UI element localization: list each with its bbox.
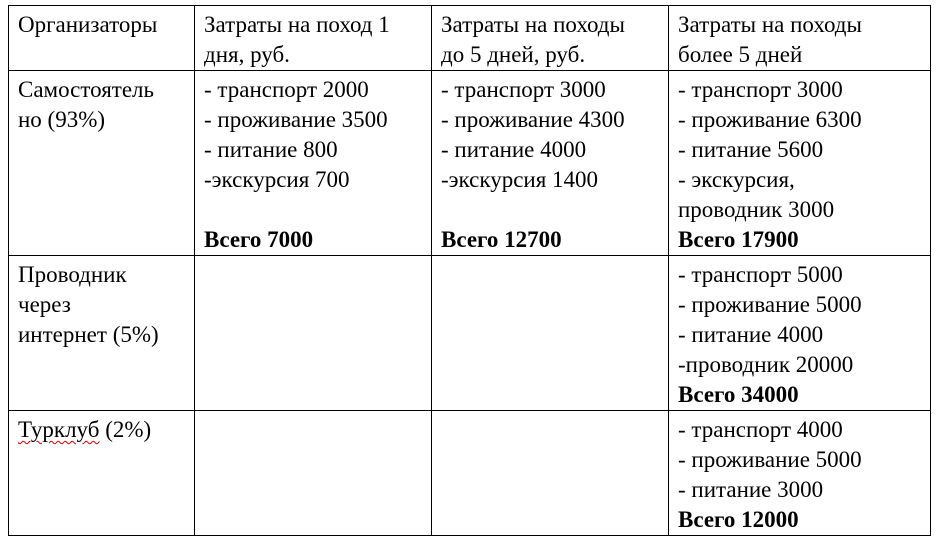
cost-item: - проживание 3500 (204, 107, 388, 132)
cost-cell-1-day (195, 411, 432, 536)
organizer-share: (2%) (99, 417, 152, 442)
cost-cell-up-to-5-days (432, 411, 669, 536)
cost-total: Всего 7000 (204, 227, 314, 252)
spellcheck-underlined-word: Турклуб (18, 417, 100, 442)
cost-item: - питание 5600 (678, 137, 824, 162)
cost-item: - транспорт 5000 (678, 262, 843, 287)
cost-item: - транспорт 2000 (204, 77, 369, 102)
cost-item: - транспорт 4000 (678, 417, 843, 442)
cost-cell-over-5-days (669, 256, 931, 411)
cost-total: Всего 12000 (678, 507, 799, 532)
organizer-text: Самостоятель (18, 77, 155, 102)
spacer (204, 195, 431, 225)
hike-costs-table (8, 5, 931, 536)
cost-item: - питание 4000 (678, 322, 824, 347)
cost-item: - проживание 5000 (678, 447, 862, 472)
header-text: дня, руб. (204, 42, 290, 67)
organizer-text: но (93%) (18, 107, 106, 132)
cost-total: Всего 17900 (678, 227, 799, 252)
header-text: Затраты на походы (441, 12, 625, 37)
organizer-text: через (18, 292, 71, 317)
cost-item: - питание 4000 (441, 137, 587, 162)
header-cost-over-5-days (669, 6, 931, 71)
header-cost-1-day (195, 6, 432, 71)
table-row-tour-club (9, 411, 931, 536)
organizer-text: интернет (5%) (18, 322, 159, 347)
cost-item: - проживание 5000 (678, 292, 862, 317)
header-text: более 5 дней (678, 42, 803, 67)
spacer (441, 195, 668, 225)
cost-cell-1-day (195, 71, 432, 256)
header-row (9, 6, 931, 71)
cost-item: - проживание 6300 (678, 107, 862, 132)
header-cost-up-to-5-days (432, 6, 669, 71)
cost-item: -проводник 20000 (678, 352, 854, 377)
organizer-cell (9, 411, 195, 536)
cost-item: -экскурсия 700 (204, 167, 350, 192)
table-row-independent (9, 71, 931, 256)
cost-cell-over-5-days (669, 71, 931, 256)
organizer-cell (9, 256, 195, 411)
header-text: Организаторы (18, 12, 158, 37)
table-row-online-guide (9, 256, 931, 411)
organizer-cell (9, 71, 195, 256)
cost-item: - экскурсия, (678, 167, 795, 192)
header-organizers (9, 6, 195, 71)
cost-cell-1-day (195, 256, 432, 411)
cost-cell-up-to-5-days (432, 256, 669, 411)
cost-item: - питание 800 (204, 137, 338, 162)
cost-item: проводник 3000 (678, 197, 835, 222)
cost-cell-over-5-days (669, 411, 931, 536)
cost-item: - транспорт 3000 (441, 77, 606, 102)
cost-total: Всего 12700 (441, 227, 562, 252)
cost-item: -экскурсия 1400 (441, 167, 599, 192)
organizer-text: Проводник (18, 262, 127, 287)
cost-cell-up-to-5-days (432, 71, 669, 256)
header-text: Затраты на походы (678, 12, 862, 37)
cost-total: Всего 34000 (678, 382, 799, 407)
cost-item: - транспорт 3000 (678, 77, 843, 102)
header-text: Затраты на поход 1 (204, 12, 390, 37)
cost-item: - питание 3000 (678, 477, 824, 502)
header-text: до 5 дней, руб. (441, 42, 586, 67)
organizer-text (18, 415, 194, 445)
cost-item: - проживание 4300 (441, 107, 625, 132)
